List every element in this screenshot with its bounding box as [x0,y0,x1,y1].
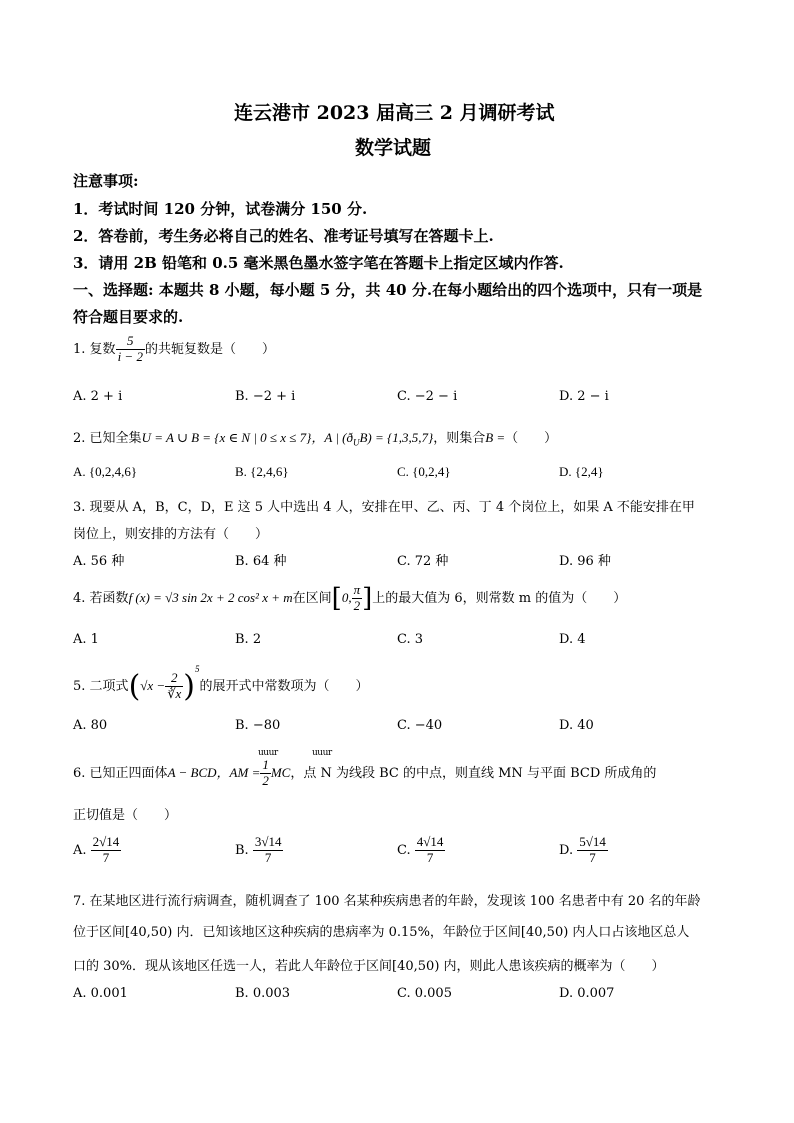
question-7-cont: 口的 30%．现从该地区任选一人，若此人年龄位于区间[40,50) 内，则此人患该疾病的概率为（ ） [73,959,665,974]
option-b: B. 2 [235,632,262,647]
option-a: A. 2 + i [73,389,123,404]
fraction-denominator: i − 2 [117,348,143,364]
option-c [397,835,445,866]
question-3-cont: 岗位上，则安排的方法有（ ） [73,527,269,542]
option-a: A. 0.001 [73,986,128,1001]
option-d: D. 0.007 [559,986,615,1001]
fraction [116,334,145,365]
fraction-denominator: ∛x [167,686,182,701]
formula: 0, [341,589,352,605]
option-b: B. −80 [235,718,281,733]
option-c: C. 0.005 [397,986,452,1001]
option-d: D. 4 [559,632,586,647]
exam-title: 连云港市 2023 届高三 2 月调研考试 [234,102,555,124]
formula: ，AM = [216,764,261,780]
option-b: B. 64 种 [235,554,287,569]
fraction [577,835,608,866]
question-text: 在区间 [292,590,332,606]
question-number: 4. [73,590,86,606]
fraction-denominator: 7 [102,849,110,865]
question-number: 2. [73,431,86,446]
formula: f (x) = √3 sin 2x + 2 cos² x + m [128,589,293,605]
fraction [415,835,446,866]
option-label: D. [559,842,574,858]
question-text: 上的最大值为 6，则常数 m 的值为（ ） [372,590,627,606]
question-number: 3. [73,500,86,515]
option-c: C. 72 种 [397,554,449,569]
note-item: 3．请用 2B 铅笔和 0.5 毫米黑色墨水签字笔在答题卡上指定区域内作答. [73,254,564,272]
option-c: C. 3 [397,632,424,647]
section-heading: 一、选择题: 本题共 8 小题，每小题 5 分，共 40 分.在每小题给出的四个选项中，只有一项是 [73,281,703,299]
question-text: 的共轭复数是（ ） [144,341,275,357]
option-c: C. −2 − i [397,389,458,404]
question-7 [73,890,701,909]
option-b: B. 0.003 [235,986,291,1001]
option-b [235,835,283,866]
question-text: 已知正四面体 [89,765,168,781]
option-a [73,835,121,866]
question-3 [73,496,695,515]
question-4: 4. 若函数f (x) = √3 sin 2x + 2 cos² x + m在区间[0, $\frac{\pi}{2}$ ]上的最大值为 6，则常数 m 的值为（ ） [73,582,627,614]
option-c: C. −40 [397,718,443,733]
option-label: A. [73,842,87,858]
option-b: B. −2 + i [235,389,296,404]
question-text: 现要从 A，B，C，D，E 这 5 人中选出 4 人，安排在甲、乙、丙、丁 4 个岗位上，如果 A 不能安排在甲 [89,500,695,515]
note-item: 2．答卷前，考生务必将自己的姓名、准考证号填写在答题卡上. [73,227,494,245]
formula: √x − [140,678,166,693]
fraction-denominator: 7 [426,849,434,865]
question-6 [73,758,656,789]
fraction [253,835,284,866]
formula: ，A | (ð [311,430,353,445]
section-heading-cont: 符合题目要求的. [73,308,184,326]
formula: B) = {1,3,5,7} [359,430,434,445]
question-text: 二项式 [89,679,129,694]
option-d: D. 2 − i [559,389,609,404]
note-item: 1．考试时间 120 分钟，试卷满分 150 分. [73,200,368,218]
option-b: B. {2,4,6} [235,464,289,479]
formula: U = A ∪ B = {x ∈ N | 0 ≤ x ≤ 7} [141,430,312,445]
question-text: ，则集合 [433,431,486,446]
option-d: D. 96 种 [559,554,611,569]
question-5: 5. 二项式(√x − $\frac{2}{∛x}$ )$^5$的展开式中常数项为（ ） [73,664,369,704]
question-text: 若函数 [89,590,129,606]
question-text: （ ） [505,431,558,446]
fraction-numerator: π [353,582,361,597]
question-text: 在某地区进行流行病调查，随机调查了 100 名某种疾病患者的年龄，发现该 100 名患者中有 20 名的年龄 [89,894,701,909]
formula: MC [270,764,291,780]
fraction [352,583,363,614]
option-label: C. [397,842,411,858]
option-d [559,835,608,866]
question-text: 已知全集 [89,431,142,446]
fraction-numerator: 2√14 [92,834,120,849]
question-number: 1. [73,341,86,357]
question-text: ，点 N 为线段 BC 的中点，则直线 MN 与平面 BCD 所成角的 [290,765,657,781]
formula: B = [485,430,506,445]
question-number: 5. [73,679,86,694]
fraction-numerator: 1 [262,757,269,772]
option-d: D. {2,4} [559,464,604,479]
exam-subtitle: 数学试题 [355,137,432,159]
question-number: 7. [73,894,86,909]
question-1 [73,334,275,365]
fraction-denominator: 2 [353,597,361,613]
question-6-cont: 正切值是（ ） [73,808,178,823]
formula: A − BCD [167,764,217,780]
fraction-denominator: 2 [262,772,269,788]
fraction [260,758,271,789]
question-7-cont: 位于区间[40,50) 内．已知该地区这种疾病的患病率为 0.15%，年龄位于区间[40,50) 内人口占该地区总人 [73,925,690,940]
fraction [91,835,122,866]
question-text: 的展开式中常数项为（ ） [199,679,369,694]
fraction-denominator: 7 [264,849,272,865]
question-text: 复数 [89,341,116,357]
fraction-numerator: 3√14 [254,834,282,849]
fraction-numerator: 5 [116,334,145,350]
exponent: 5 [195,664,200,674]
fraction-numerator: 2 [165,671,183,687]
option-a: A. 56 种 [73,554,125,569]
fraction [165,671,183,702]
option-label: B. [235,842,249,858]
fraction-numerator: 5√14 [579,834,606,849]
fraction-numerator: 4√14 [416,834,444,849]
notes-heading: 注意事项: [73,172,139,190]
option-c: C. {0,2,4} [397,464,451,479]
option-a: A. 80 [73,718,108,733]
question-2: 2. 已知全集U = A ∪ B = {x ∈ N | 0 ≤ x ≤ 7}，A | $(ð_UB) = \{1,3,5,7\}$，则集合B =（ ） [73,430,558,448]
vector-marks: uuur [258,748,278,758]
option-d: D. 40 [559,718,594,733]
vector-marks: uuur [312,748,332,758]
option-a: A. {0,2,4,6} [73,464,138,479]
fraction-denominator: 7 [589,849,596,865]
option-a: A. 1 [73,632,99,647]
question-number: 6. [73,765,86,781]
